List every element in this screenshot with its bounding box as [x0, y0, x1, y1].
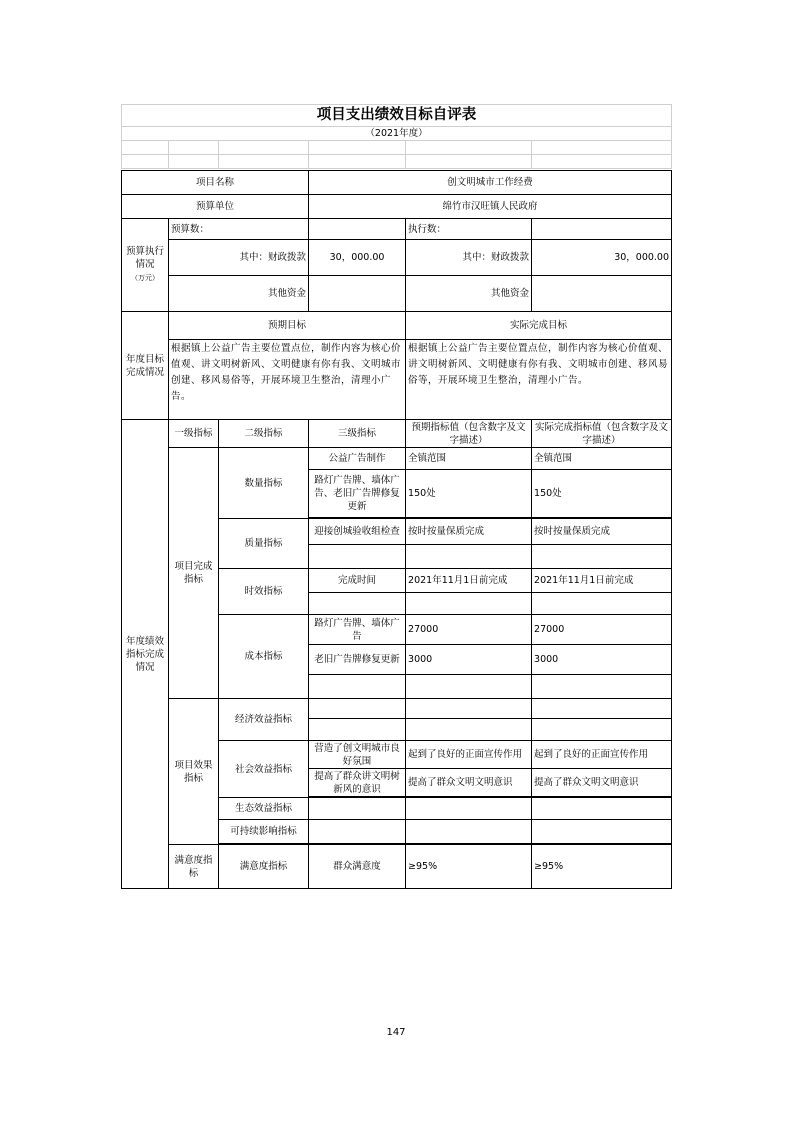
budget-unit-note: （万元） — [131, 274, 159, 282]
quantity1-name: 公益广告制作 — [309, 448, 406, 470]
actual-goal-text: 根据镇上公益广告主要位置点位，制作内容为核心价值观、讲文明树新风、文明健康有你有我、文明城市创建、移风易俗等，开展环境卫生整治，清理小广告。 — [406, 340, 672, 420]
budget-unit-value: 绵竹市汉旺镇人民政府 — [309, 195, 672, 219]
cost2-actual: 3000 — [532, 645, 672, 675]
header-level1: 一级指标 — [169, 420, 219, 448]
actual-goal-label: 实际完成目标 — [406, 312, 672, 340]
quality1-expected: 按时按量保质完成 — [406, 519, 532, 545]
social1-expected: 起到了良好的正面宣传作用 — [406, 741, 532, 769]
project-name-label: 项目名称 — [122, 171, 309, 195]
sustainable-indicator-label: 可持续影响指标 — [219, 820, 309, 844]
expected-goal-label: 预期目标 — [169, 312, 406, 340]
annual-goal-section-label: 年度目标完成情况 — [122, 312, 169, 420]
timeliness1-actual: 2021年11月1日前完成 — [532, 569, 672, 593]
satisfaction1-expected: ≥95% — [406, 845, 532, 889]
quality1-actual: 按时按量保质完成 — [532, 519, 672, 545]
timeliness1-expected: 2021年11月1日前完成 — [406, 569, 532, 593]
quantity2-expected: 150处 — [406, 470, 532, 518]
cost-indicator-label: 成本指标 — [219, 615, 309, 699]
budget-amount-label: 预算数： — [169, 219, 309, 240]
satisfaction-level2-label: 满意度指标 — [219, 845, 309, 889]
evaluation-sheet — [121, 104, 671, 889]
cost2-expected: 3000 — [406, 645, 532, 675]
other-funds-label-executed: 其他资金 — [406, 276, 532, 312]
evaluation-table — [121, 170, 672, 889]
quality-indicator-label: 质量指标 — [219, 519, 309, 569]
social1-actual: 起到了良好的正面宣传作用 — [532, 741, 672, 769]
satisfaction1-name: 群众满意度 — [309, 845, 406, 889]
quantity1-actual: 全镇范围 — [532, 448, 672, 470]
timeliness1-name: 完成时间 — [309, 569, 406, 593]
other-funds-label-budget: 其他资金 — [169, 276, 309, 312]
satisfaction-level1-label: 满意度指标 — [169, 845, 219, 889]
report-year: （2021年度） — [122, 127, 672, 141]
completion-indicator-label: 项目完成指标 — [169, 448, 219, 699]
fiscal-budget-value: 30，000.00 — [309, 240, 406, 276]
ecological-indicator-label: 生态效益指标 — [219, 798, 309, 820]
header-expected: 预期指标值（包含数字及文字描述） — [406, 420, 532, 448]
quantity-indicator-label: 数量指标 — [219, 448, 309, 519]
expected-goal-text: 根据镇上公益广告主要位置点位，制作内容为核心价值观、讲文明树新风、文明健康有你有我、文明城市创建、移风易俗等，开展环境卫生整治，清理小广告。 — [169, 340, 406, 420]
budget-unit-label: 预算单位 — [122, 195, 309, 219]
project-name-value: 创文明城市工作经费 — [309, 171, 672, 195]
fiscal-executed-value: 30，000.00 — [532, 240, 672, 276]
social-indicator-label: 社会效益指标 — [219, 741, 309, 798]
quality1-name: 迎接创城验收组检查 — [309, 519, 406, 545]
indicator-section-label: 年度绩效指标完成情况 — [122, 420, 169, 889]
cost1-name: 路灯广告牌、墙体广告 — [309, 615, 406, 645]
fiscal-label-budget: 其中：财政拨款 — [169, 240, 309, 276]
budget-section-text: 预算执行情况 — [125, 246, 164, 270]
title-block — [121, 104, 672, 169]
timeliness-indicator-label: 时效指标 — [219, 569, 309, 615]
page-title: 项目支出绩效目标自评表 — [122, 105, 672, 127]
effect-indicator-label: 项目效果指标 — [169, 699, 219, 845]
page-number: 147 — [386, 1027, 406, 1038]
social1-name: 营造了创文明城市良好氛围 — [309, 741, 406, 769]
social2-expected: 提高了群众文明文明意识 — [406, 769, 532, 797]
quantity2-actual: 150处 — [532, 470, 672, 518]
cost2-name: 老旧广告牌修复更新 — [309, 645, 406, 675]
header-actual: 实际完成指标值（包含数字及文字描述） — [532, 420, 672, 448]
header-level2: 二级指标 — [219, 420, 309, 448]
executed-amount-label: 执行数： — [406, 219, 532, 240]
cost1-actual: 27000 — [532, 615, 672, 645]
satisfaction1-actual: ≥95% — [532, 845, 672, 889]
economic-indicator-label: 经济效益指标 — [219, 699, 309, 741]
quantity2-name: 路灯广告牌、墙体广告、老旧广告牌修复更新 — [309, 470, 406, 518]
fiscal-label-executed: 其中：财政拨款 — [406, 240, 532, 276]
budget-section-label — [122, 219, 169, 312]
cost1-expected: 27000 — [406, 615, 532, 645]
quantity1-expected: 全镇范围 — [406, 448, 532, 470]
social2-name: 提高了群众讲文明树新风的意识 — [309, 769, 406, 797]
header-level3: 三级指标 — [309, 420, 406, 448]
social2-actual: 提高了群众文明文明意识 — [532, 769, 672, 797]
